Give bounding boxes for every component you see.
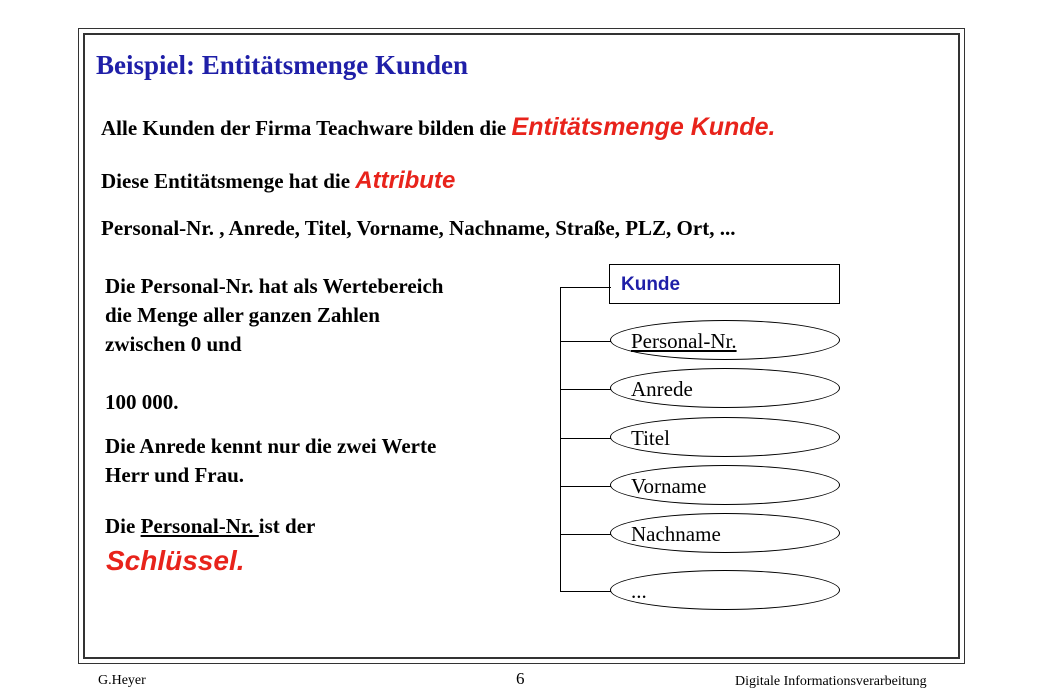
diagram-connector: [560, 389, 611, 390]
diagram-connector: [560, 591, 611, 592]
entity-set-emphasis: Entitätsmenge Kunde.: [511, 113, 776, 141]
page-number: 6: [516, 669, 525, 688]
attribute-label: Personal-Nr.: [631, 329, 737, 353]
diagram-connector: [560, 534, 611, 535]
attribute-ellipse: [610, 513, 840, 553]
anrede-paragraph: Die Anrede kennt nur die zwei Werte Herr und Frau.: [105, 434, 437, 487]
attribute-label: Anrede: [631, 377, 693, 401]
attribute-ellipse: [610, 465, 840, 505]
diagram-connector: [560, 486, 611, 487]
attribute-emphasis: Attribute: [355, 167, 456, 194]
domain-paragraph: Die Personal-Nr. hat als Wertebereich die Menge aller ganzen Zahlen zwischen 0 und: [105, 274, 444, 356]
key-paragraph: [105, 512, 315, 541]
footer-course: Digitale Informationsverarbeitung: [735, 674, 927, 689]
domain-range-value: 100 000.: [105, 390, 179, 414]
diagram-connector: [560, 287, 611, 288]
slide-title: Beispiel: Entitätsmenge Kunden: [96, 50, 469, 80]
diagram-connector: [560, 438, 611, 439]
attribute-ellipse: [610, 417, 840, 457]
attribute-list: Personal-Nr. , Anrede, Titel, Vorname, Nachname, Straße, PLZ, Ort, ...: [101, 216, 736, 240]
intro-text: Alle Kunden der Firma Teachware bilden die: [101, 116, 512, 140]
attribute-label: Nachname: [631, 522, 721, 546]
footer-author: G.Heyer: [98, 673, 146, 688]
intro-line: [101, 113, 775, 142]
attribute-ellipse: [610, 368, 840, 408]
attribute-label: ...: [631, 579, 647, 603]
key-attribute: Personal-Nr.: [140, 514, 259, 538]
key-emphasis: Schlüssel.: [106, 545, 245, 576]
diagram-connector: [560, 341, 611, 342]
diagram-connector-vertical: [560, 287, 561, 592]
attribute-ellipse: [610, 320, 840, 360]
key-post: ist der: [258, 514, 316, 538]
attribute-ellipse: [610, 570, 840, 610]
attribute-label: Titel: [631, 426, 670, 450]
attribute-line: [101, 167, 455, 195]
key-pre: Die: [105, 514, 141, 538]
entity-box: Kunde: [609, 264, 840, 304]
attribute-intro-text: Diese Entitätsmenge hat die: [101, 169, 356, 193]
attribute-label: Vorname: [631, 474, 707, 498]
